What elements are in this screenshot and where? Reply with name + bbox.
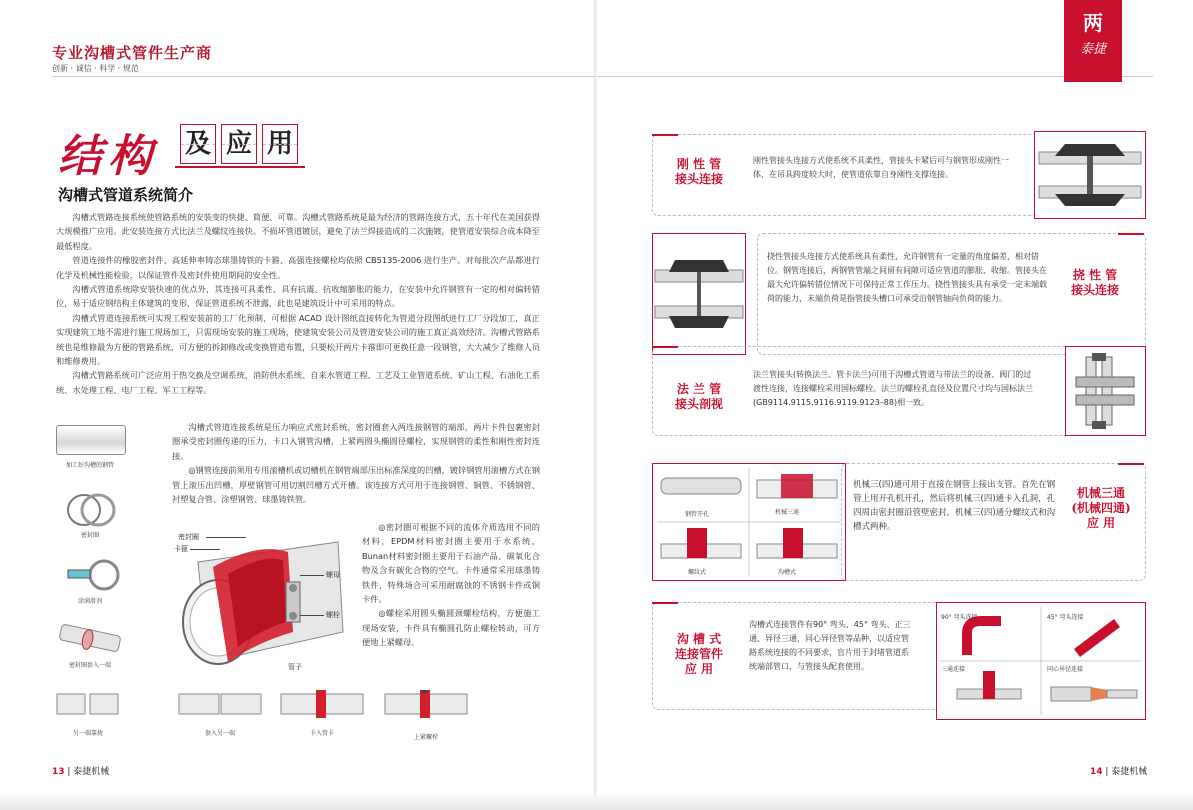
- label-line: 连接管件: [674, 647, 723, 661]
- footer-brand: 泰捷机械: [73, 767, 110, 777]
- label-line: 接头剖视: [674, 397, 723, 411]
- box-accent: [652, 602, 678, 604]
- title-calligraphy: 结构: [58, 131, 158, 182]
- label-line: 挠 性 管: [1072, 268, 1118, 282]
- callout-seal: 密封圈: [178, 533, 199, 541]
- caption-concentric-reducer: 同心异径连接: [1047, 666, 1084, 673]
- section-title: 沟槽式管道系统简介: [58, 186, 194, 204]
- label-line: (机械四通): [1071, 501, 1131, 515]
- callout-bolt: 螺栓: [326, 611, 340, 619]
- step-clamp-image: [280, 690, 364, 718]
- coupling-cutaway-image: [168, 522, 358, 672]
- caption-step-insert: 套入另一端: [204, 730, 235, 737]
- title-box-1: 及: [180, 124, 216, 164]
- flexible-coupling-label: [1053, 268, 1137, 298]
- body-text-1: [172, 420, 540, 506]
- grooved-fittings-text: 沟槽式连接管件有90° 弯头、45° 弯头、正三通、异径三通，同心异径管等品种，以适应管路系统连接的不同要求，盲片用于封堵管道系统端部管口，与管接头配套使用。: [749, 620, 911, 671]
- intro-text: [56, 210, 540, 397]
- caption-mech-tee: 机械三通: [774, 509, 799, 516]
- callout-line: [190, 549, 220, 550]
- box-accent: [1118, 233, 1144, 235]
- header-divider: [52, 76, 596, 77]
- caption-90-elbow: 90° 弯头连接: [941, 614, 978, 621]
- title-box-2: 应: [221, 124, 257, 164]
- callout-pipe: 管子: [288, 663, 302, 671]
- intro-paragraph: 沟槽式管路系统可广泛应用于热交换及空调系统、消防供水系统、自来水管道工程、工艺及工业管道系统、矿山工程、石油化工系统、水处理工程、电厂工程、军工工程等。: [56, 370, 540, 395]
- label-line: 应 用: [684, 662, 714, 676]
- label-line: 法 兰 管: [676, 382, 722, 396]
- rigid-coupling-image: [1035, 132, 1145, 218]
- intro-paragraph: 管道连接件的橡胶密封件、高延伸率铸态球墨铸铁的卡箍、高强连接螺栓均依照 CB5135-2006 进行生产。对每批次产品都进行化学及机械性能检验，以保证管件及密封件使用期间的安全性。: [56, 255, 540, 280]
- right-page: [597, 0, 1193, 810]
- callout-nut: 螺母: [326, 571, 340, 579]
- seal-ring-image: [64, 492, 120, 528]
- body-paragraph: ◎密封圈可根据不同的流体介质选用不同的材料，EPDM材料密封圈主要用于水系统，Bunan材料密封圈主要用于石油产品、碳氧化合物及含有碳化合物的空气。卡件通常采用球墨铸铁件，特殊场合可采用耐腐蚀的不锈钢卡件或铜卡件。: [362, 522, 540, 605]
- caption-grooved: 沟槽式: [777, 569, 796, 576]
- caption-step-clamp: 卡入管卡: [309, 730, 334, 737]
- body-paragraph: ◎螺栓采用圆头椭圆颈螺栓结构，方便施工现场安装，卡件具有椭圆孔防止螺栓转动，可方便地上紧螺母。: [362, 608, 540, 648]
- left-page: [0, 0, 596, 810]
- logo-glyph: 两: [1083, 11, 1103, 35]
- caption-pipe-hole: 钢管开孔: [684, 511, 709, 518]
- caption-tee: 三通连接: [941, 666, 966, 673]
- caption-45-elbow: 45° 弯头连接: [1047, 614, 1084, 621]
- caption-seal-on-pipe: 密封圈套入一端: [68, 662, 111, 669]
- callout-line: [206, 537, 246, 538]
- title-box-3: 用: [262, 124, 298, 164]
- page-number-left: 13 | 泰捷机械: [52, 767, 110, 777]
- header-subtitle: 创新 · 诚信 · 科学 · 规范: [52, 64, 139, 73]
- body-paragraph: 沟槽式管道连接系统是压力响应式密封系统，密封圈套入两连接钢管的端部，两片卡件包裹密封圈承受密封圈传递的压力，卡口入钢管沟槽，上紧两圆头椭圆径螺栓，实现钢管的柔性和刚性密封连接。: [172, 422, 540, 461]
- box-accent: [1118, 463, 1144, 465]
- label-line: 沟 槽 式: [676, 632, 722, 646]
- flexible-coupling-image: [653, 234, 745, 354]
- brand-logo: [1064, 0, 1122, 82]
- callout-line: [300, 615, 324, 616]
- mechanical-tee-label: [1059, 486, 1143, 531]
- flange-coupling-image: [1066, 347, 1145, 435]
- step-pipes-approach-image: [56, 690, 120, 718]
- caption-step-tighten: 上紧螺栓: [413, 734, 438, 741]
- footer-brand: 泰捷机械: [1111, 767, 1148, 777]
- body-text-2: [362, 520, 540, 650]
- flange-coupling-text: 法兰管接头(转换法兰、管卡法兰)可用于沟槽式管道与带法兰的设备、阀门的过渡性连接，连接螺栓采用国标螺栓。法兰的螺栓孔直径及位置尺寸均与国标法兰(GB9114.9115.9116.9119.9123–88)相一致。: [753, 370, 1033, 407]
- page-bottom-edge: [0, 795, 1193, 810]
- grooved-fittings-label: [657, 632, 741, 677]
- step-insert-other-end-image: [178, 690, 262, 718]
- page-number: 13: [52, 767, 65, 777]
- flexible-coupling-text: 挠性管接头连接方式使系统具有柔性，允许钢管有一定量的角度偏差，相对错位。钢管连接后，两钢管管端之间留有间隙可适应管道的膨胀、收缩。管接头在最大允许偏转错位情况下可保持正常工作压力。挠性管接头具有承受一定末端载荷的能力，末端负荷是指管接头槽口可承受沿钢管轴向负荷的能力。: [767, 252, 1047, 303]
- intro-paragraph: 沟槽式管路连接系统使管路系统的安装变的快捷、简便、可靠。沟槽式管路系统是最为经济的管路连接方式，五十年代在美国获得大规模推广应用。此安装连接方式比法兰及螺纹连接快。不损坏管道镀层，避免了法兰焊接造成的二次施镀，使管道安装综合成本降至最低程度。: [56, 212, 540, 251]
- page-number-right: 14 | 泰捷机械: [1090, 767, 1148, 777]
- seal-on-pipe-image: [58, 622, 126, 654]
- flange-coupling-label: [657, 382, 741, 412]
- caption-seal-ring: 密封圈: [80, 532, 99, 539]
- callout-line: [300, 575, 324, 576]
- page-number: 14: [1090, 767, 1103, 777]
- lubricant-image: [64, 558, 124, 592]
- intro-paragraph: 沟槽式管道系统除安装快速的优点外，其连接可具柔性、具有抗震、抗收缩膨胀的能力，在安装中允许钢管有一定的相对偏转错位，易于适应钢结构主体建筑的变形，保证管道系统不泄露，此也是建筑设计中可采用的特点。: [56, 284, 540, 309]
- rigid-coupling-text: 刚性管接头连接方式使系统不具柔性，管接头卡紧后可与钢管形成刚性一体，在吊具跨度较大时，使管道依靠自身刚性支撑连接。: [753, 156, 1009, 179]
- caption-lubricant: 涂润滑剂: [77, 598, 102, 605]
- mechanical-tee-image: [653, 464, 845, 580]
- mechanical-tee-text: 机械三(四)通可用于直接在钢管上接出支管。首先在钢管上用开孔机开孔，然后将机械三(四)通卡入孔洞，孔四周由密封圈沿管壁密封。机械三(四)通分螺纹式和沟槽式两种。: [853, 480, 1056, 532]
- box-accent: [652, 346, 678, 348]
- body-paragraph: ◎钢管连接前须用专用滚槽机或切槽机在钢管端部压出标准深度的凹槽，镀锌钢管用滚槽方式在钢管上滚压出凹槽，厚壁钢管可用切割凹槽方式开槽。该连接方式可用于连接钢管、铜管、不锈钢管、衬塑复合管、涂塑钢管、球墨铸铁管。: [172, 465, 540, 505]
- label-line: 接头连接: [1070, 283, 1119, 297]
- caption-grooved-pipe: 加工好沟槽的钢管: [65, 462, 114, 469]
- intro-paragraph: 沟槽式管道连接系统可实现工程安装前的工厂化预制，可根据 ACAD 设计图纸直接转化为管道分段图纸进行工厂分段加工，真正实现建筑工地不需进行施工现场加工，只需现场安装的施工现场，使建筑安装公司及管道安装公司的施工真正高效经济。沟槽式管路系统也是维修最为方便的管路系统，可方便的拆卸修改或变换管道布置，只要松开两片卡箍即可更换任意一段钢管，大大减少了维修人员和维修费用。: [56, 312, 540, 367]
- flange-coupling-image-frame: [1065, 346, 1146, 436]
- step-tighten-image: [384, 690, 468, 718]
- label-line: 应 用: [1086, 516, 1116, 530]
- flexible-coupling-image-frame: [652, 233, 746, 355]
- rigid-coupling-image-frame: [1034, 131, 1146, 219]
- box-accent: [652, 134, 678, 136]
- label-line: 机械三通: [1076, 486, 1125, 500]
- grooved-pipe-image: [56, 425, 126, 455]
- caption-threaded: 螺纹式: [687, 569, 706, 576]
- caption-step-approach: 另一端靠拢: [72, 730, 103, 737]
- header-title: 专业沟槽式管件生产商: [52, 44, 213, 62]
- rigid-coupling-label: [657, 157, 741, 187]
- label-line: 刚 性 管: [676, 157, 722, 171]
- logo-text: 泰捷: [1079, 42, 1106, 57]
- callout-clamp: 卡箍: [174, 545, 188, 553]
- mechanical-tee-image-frame: [652, 463, 846, 581]
- label-line: 接头连接: [674, 172, 723, 186]
- title-underline: [175, 166, 305, 168]
